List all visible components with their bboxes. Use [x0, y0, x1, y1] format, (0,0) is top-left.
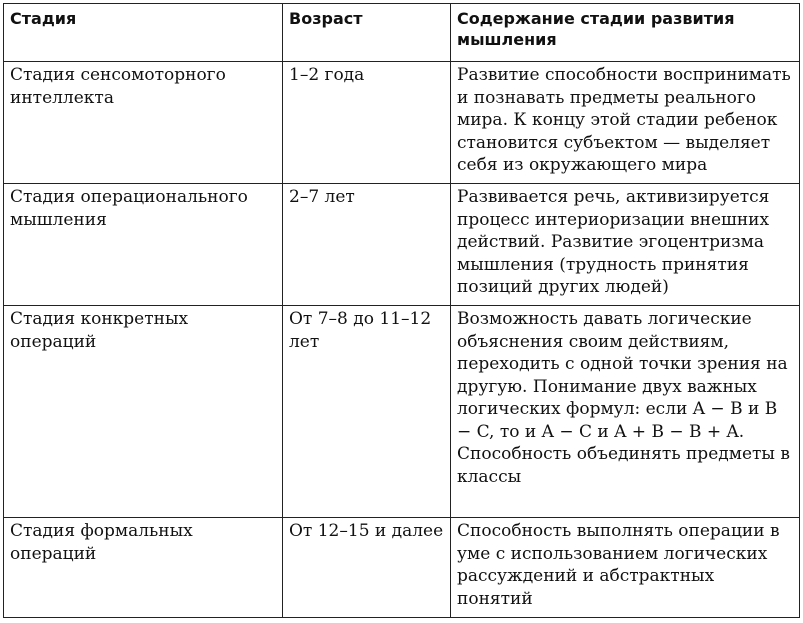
- table-row: [4, 62, 800, 184]
- table-row: [4, 306, 800, 518]
- header-row: [4, 4, 800, 62]
- age-cell: От 12–15 и далее: [283, 518, 451, 618]
- stage-cell: Стадия формальных операций: [4, 518, 283, 618]
- table-row: [4, 518, 800, 618]
- age-cell: 1–2 года: [283, 62, 451, 184]
- stages-table: [3, 3, 800, 618]
- content-cell: Развивается речь, активизируется процесс интериоризации внешних действий. Развитие эгоцентризма мышления (трудность принятия позиций других людей): [451, 184, 800, 306]
- age-cell: 2–7 лет: [283, 184, 451, 306]
- content-cell: Развитие способности воспринимать и познавать предметы реального мира. К концу этой стадии ребенок становится субъектом — выделяет себя из окружающего мира: [451, 62, 800, 184]
- content-cell: Способность выполнять операции в уме с использованием логических рассуждений и абстрактных понятий: [451, 518, 800, 618]
- header-stage: Стадия: [4, 4, 283, 62]
- stage-cell: Стадия конкретных операций: [4, 306, 283, 518]
- age-cell: От 7–8 до 11–12 лет: [283, 306, 451, 518]
- content-cell: Возможность давать логические объяснения своим действиям, переходить с одной точки зрения на другую. Понимание двух важных логических формул: если A − B и B − C, то и A − C и A + B − B + A. Способность объединять предметы в классы: [451, 306, 800, 518]
- table-row: [4, 184, 800, 306]
- stage-cell: Стадия сенсомоторного интеллекта: [4, 62, 283, 184]
- header-content: Содержание стадии развития мышления: [451, 4, 800, 62]
- header-age: Возраст: [283, 4, 451, 62]
- stage-cell: Стадия операционального мышления: [4, 184, 283, 306]
